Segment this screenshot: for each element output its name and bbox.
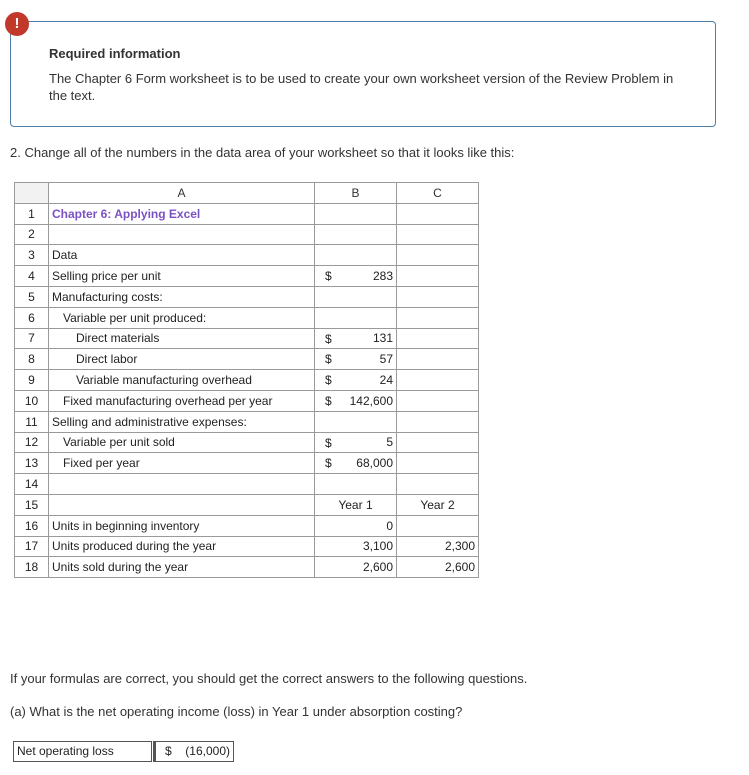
table-row	[15, 307, 479, 328]
cell-c	[397, 266, 479, 287]
table-row	[15, 411, 479, 432]
year-1-header: Year 1	[315, 494, 397, 515]
cell-b: 2,600	[315, 557, 397, 578]
table-row	[15, 370, 479, 391]
chapter-title-cell: Chapter 6: Applying Excel	[49, 203, 315, 224]
cell-b: 0	[315, 515, 397, 536]
cell-a: Units sold during the year	[49, 557, 315, 578]
row-number: 3	[15, 245, 49, 266]
table-row	[15, 557, 479, 578]
row-number: 4	[15, 266, 49, 287]
cell-b	[315, 307, 397, 328]
dollar-sign: $	[325, 435, 332, 450]
answer-label: Net operating loss	[13, 741, 152, 762]
cell-c	[397, 203, 479, 224]
table-row	[15, 390, 479, 411]
cell-value: 57	[379, 352, 393, 367]
cell-a: Variable manufacturing overhead	[49, 370, 315, 391]
row-number: 9	[15, 370, 49, 391]
cell-value: 131	[372, 331, 393, 346]
cell-value: 24	[379, 373, 393, 388]
cell-value: 68,000	[356, 456, 393, 471]
cell-a: Direct labor	[49, 349, 315, 370]
cell-a: Units produced during the year	[49, 536, 315, 557]
table-row	[15, 349, 479, 370]
dollar-sign: $	[325, 352, 332, 367]
row-number: 12	[15, 432, 49, 453]
cell-c	[397, 245, 479, 266]
cell-c	[397, 286, 479, 307]
table-row	[15, 224, 479, 245]
cell-c	[397, 349, 479, 370]
table-row	[15, 203, 479, 224]
alert-body: The Chapter 6 Form worksheet is to be used to create your own worksheet version of the Review Problem in the text.	[49, 71, 674, 103]
cell-b	[315, 453, 397, 474]
dollar-sign: $	[325, 269, 332, 284]
table-row	[15, 286, 479, 307]
row-number: 10	[15, 390, 49, 411]
cell-b	[315, 286, 397, 307]
cell-a: Variable per unit produced:	[49, 307, 315, 328]
answer-input[interactable]	[153, 741, 234, 762]
table-row	[15, 266, 479, 287]
cell-a: Manufacturing costs:	[49, 286, 315, 307]
question-a: (a) What is the net operating income (loss) in Year 1 under absorption costing?	[10, 704, 463, 719]
cell-a: Direct materials	[49, 328, 315, 349]
alert-title: Required information	[49, 46, 181, 61]
cell-c	[397, 432, 479, 453]
cell-c	[397, 224, 479, 245]
cell-b	[315, 266, 397, 287]
cell-b: 3,100	[315, 536, 397, 557]
column-header-row	[15, 183, 479, 204]
table-row	[15, 536, 479, 557]
cell-value: 5	[386, 435, 393, 450]
cell-a: Selling price per unit	[49, 266, 315, 287]
cell-a: Data	[49, 245, 315, 266]
row-number: 2	[15, 224, 49, 245]
column-header-a: A	[49, 183, 315, 204]
table-row	[15, 453, 479, 474]
row-number: 7	[15, 328, 49, 349]
dollar-sign: $	[325, 331, 332, 346]
cell-b	[315, 411, 397, 432]
cell-c	[397, 307, 479, 328]
row-number: 16	[15, 515, 49, 536]
cell-c	[397, 411, 479, 432]
row-number: 13	[15, 453, 49, 474]
dollar-sign: $	[325, 373, 332, 388]
table-row	[15, 515, 479, 536]
answer-dollar-sign: $	[165, 744, 172, 758]
column-header-c: C	[397, 183, 479, 204]
cell-b	[315, 432, 397, 453]
answer-value: (16,000)	[185, 744, 230, 758]
cell-value: 283	[372, 269, 393, 284]
row-number: 8	[15, 349, 49, 370]
row-number: 5	[15, 286, 49, 307]
cell-b	[315, 370, 397, 391]
row-number: 15	[15, 494, 49, 515]
cell-value: 142,600	[349, 393, 393, 408]
cell-c	[397, 328, 479, 349]
column-header-b: B	[315, 183, 397, 204]
row-number: 14	[15, 474, 49, 495]
alert-icon: !	[5, 12, 29, 36]
cell-c: 2,300	[397, 536, 479, 557]
cell-b	[315, 390, 397, 411]
cell-b	[315, 328, 397, 349]
worksheet-table	[14, 182, 479, 578]
cell-a	[49, 474, 315, 495]
required-information-panel	[10, 21, 716, 127]
cell-b	[315, 349, 397, 370]
cell-b	[315, 224, 397, 245]
table-row	[15, 432, 479, 453]
row-number: 6	[15, 307, 49, 328]
row-number: 1	[15, 203, 49, 224]
table-row	[15, 474, 479, 495]
cell-c: 2,600	[397, 557, 479, 578]
table-row	[15, 245, 479, 266]
row-number: 17	[15, 536, 49, 557]
row-number: 18	[15, 557, 49, 578]
cell-c	[397, 474, 479, 495]
cell-c	[397, 390, 479, 411]
cell-a: Fixed per year	[49, 453, 315, 474]
sheet-corner	[15, 183, 49, 204]
instruction-text: 2. Change all of the numbers in the data area of your worksheet so that it looks like this:	[10, 145, 515, 160]
dollar-sign: $	[325, 393, 332, 408]
cell-c	[397, 453, 479, 474]
cell-c	[397, 515, 479, 536]
row-number: 11	[15, 411, 49, 432]
table-row	[15, 494, 479, 515]
cell-b	[315, 203, 397, 224]
year-2-header: Year 2	[397, 494, 479, 515]
cell-a: Variable per unit sold	[49, 432, 315, 453]
cell-a: Fixed manufacturing overhead per year	[49, 390, 315, 411]
cell-a	[49, 494, 315, 515]
cell-a: Units in beginning inventory	[49, 515, 315, 536]
formula-note: If your formulas are correct, you should get the correct answers to the following questions.	[10, 671, 528, 686]
cell-a	[49, 224, 315, 245]
dollar-sign: $	[325, 456, 332, 471]
cell-a: Selling and administrative expenses:	[49, 411, 315, 432]
table-row	[15, 328, 479, 349]
cell-b	[315, 474, 397, 495]
cell-c	[397, 370, 479, 391]
cell-b	[315, 245, 397, 266]
